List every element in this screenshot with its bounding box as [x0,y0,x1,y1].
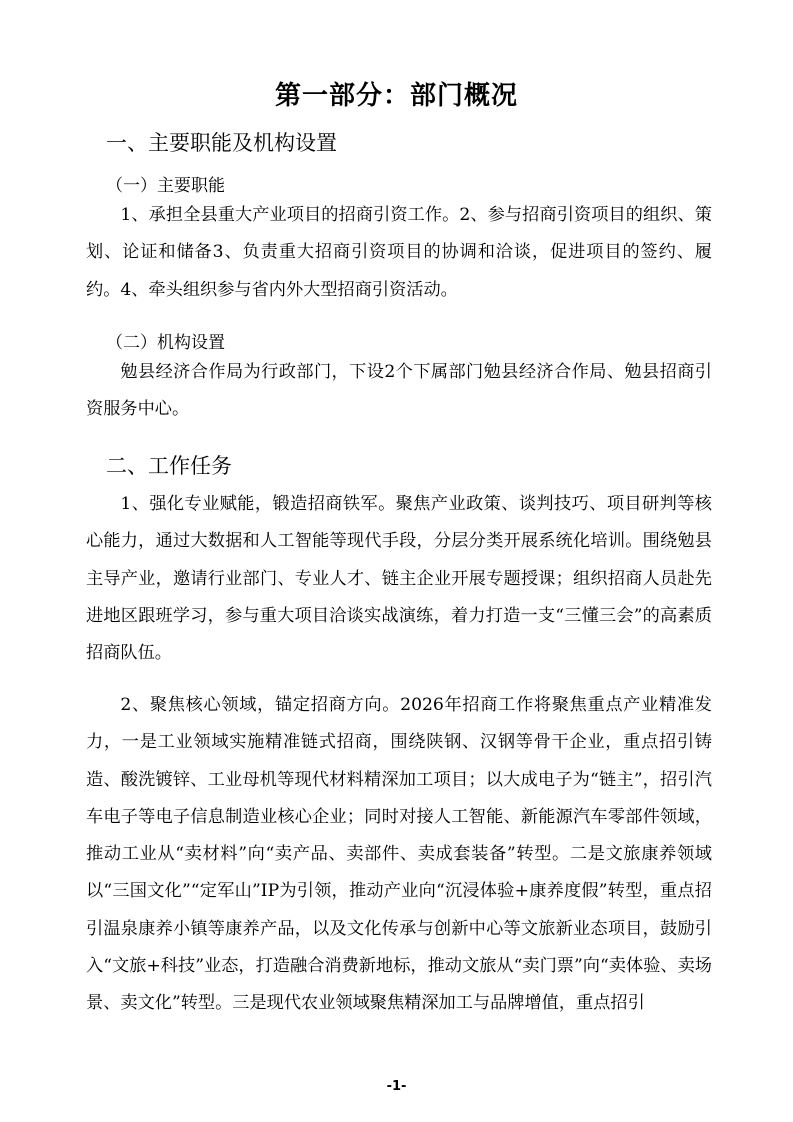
paragraph-task-2: 2、聚焦核心领域，锚定招商方向。2026年招商工作将聚焦重点产业精准发力，一是工业领域实施精准链式招商，围绕陕钢、汉钢等骨干企业，重点招引铸造、酸洗镀锌、工业母机等现代材料精深加工项目；以大成电子为“链主”，招引汽车电子等电子信息制造业核心企业；同时对接人工智能、新能源汽车零部件领域，推动工业从“卖材料”向“卖产品、卖部件、卖成套装备”转型。二是文旅康养领域以“三国文化”“定军山”IP为引领，推动产业向“沉浸体验+康养度假”转型，重点招引温泉康养小镇等康养产品，以及文化传承与创新中心等文旅新业态项目，鼓励引入“文旅+科技”业态，打造融合消费新地标，推动文旅从“卖门票”向“卖体验、卖场景、卖文化”转型。三是现代农业领域聚焦精深加工与品牌增值，重点招引 [86,695,712,1014]
section-heading-work-tasks: 二、工作任务 [106,454,232,478]
subsection-heading-main-functions: （一）主要职能 [106,176,225,196]
subsection-heading-org-structure: （二）机构设置 [106,333,225,353]
section-heading-functions-and-structure: 一、主要职能及机构设置 [106,131,337,155]
page-title: 第一部分：部门概况 [274,81,518,111]
paragraph-org-structure: 勉县经济合作局为行政部门，下设2个下属部门勉县经济合作局、勉县招商引资服务中心。 [86,362,712,420]
paragraph-task-1: 1、强化专业赋能，锻造招商铁军。聚焦产业政策、谈判技巧、项目研判等核心能力，通过大数据和人工智能等现代手段，分层分类开展系统化培训。围绕勉县主导产业，邀请行业部门、专业人才、链主企业开展专题授课；组织招商人员赴先进地区跟班学习，参与重大项目洽谈实战演练，着力打造一支“三懂三会”的高素质招商队伍。 [86,494,712,664]
page-number: -1- [386,1079,407,1094]
paragraph-main-functions: 1、承担全县重大产业项目的招商引资工作。2、参与招商引资项目的组织、策划、论证和储备3、负责重大招商引资项目的协调和洽谈，促进项目的签约、履约。4、牵头组织参与省内外大型招商引资活动。 [86,205,712,300]
